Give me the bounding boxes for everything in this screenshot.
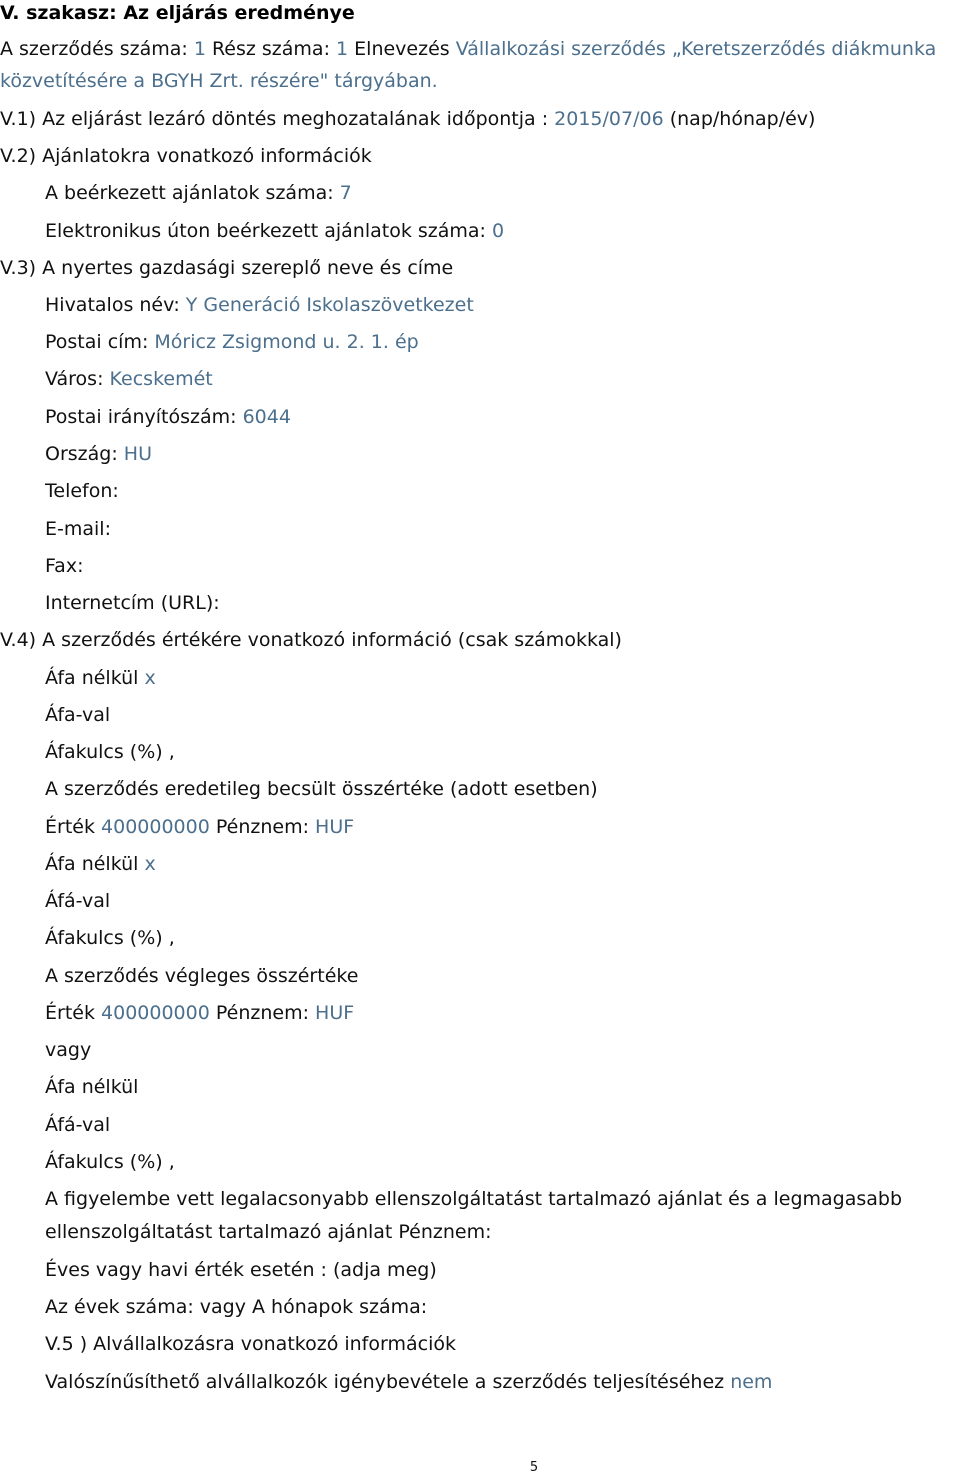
v4-heading: V.4) A szerződés értékére vonatkozó információ (csak számokkal) [0,629,622,651]
subcontract-line: Valószínűsíthető alvállalkozók igénybevétele a szerződés teljesítéséhez nem [45,1371,773,1393]
final-value-amount: 400000000 [101,1002,210,1024]
annual-label: Éves vagy havi érték esetén : (adja meg) [45,1259,437,1281]
final-value: Érték 400000000 Pénznem: HUF [45,1002,355,1024]
electronic-offers-value: 0 [492,220,505,242]
phone: Telefon: [45,480,119,502]
vat-excl-mark-2: x [144,853,156,875]
estimated-currency-value: HUF [315,816,355,838]
v2-heading: V.2) Ajánlatokra vonatkozó információk [0,145,372,167]
final-currency-value: HUF [315,1002,355,1024]
url: Internetcím (URL): [45,592,220,614]
postal-address: Postai cím: Móricz Zsigmond u. 2. 1. ép [45,331,419,353]
decision-date-value: 2015/07/06 [554,108,664,130]
vat-incl-3: Áfá-val [45,1114,111,1136]
postcode: Postai irányítószám: 6044 [45,406,291,428]
years-months-label: Az évek száma: vagy A hónapok száma: [45,1296,428,1318]
postal-address-value: Móricz Zsigmond u. 2. 1. ép [154,331,419,353]
contract-name-value: Vállalkozási szerződés „Keretszerződés diákmunka [455,38,937,60]
part-number-value: 1 [336,38,349,60]
section-title: V. szakasz: Az eljárás eredménye [0,2,355,24]
country: Ország: HU [45,443,152,465]
contract-info-line-1: A szerződés száma: 1 Rész száma: 1 Elnevezés Vállalkozási szerződés „Keretszerződés diákmunka [0,38,937,60]
estimated-value-amount: 400000000 [101,816,210,838]
page-number: 5 [529,1460,539,1475]
range-text-line-2: ellenszolgáltatást tartalmazó ajánlat Pénznem: [45,1221,492,1243]
received-offers-value: 7 [339,182,352,204]
electronic-offers: Elektronikus úton beérkezett ajánlatok száma: 0 [45,220,505,242]
vat-incl-2: Áfá-val [45,890,111,912]
email: E-mail: [45,518,111,540]
postcode-value: 6044 [242,406,291,428]
v5-heading: V.5 ) Alvállalkozásra vonatkozó információk [45,1333,456,1355]
subcontract-value: nem [730,1371,773,1393]
v1-decision-date: V.1) Az eljárást lezáró döntés meghozatalának időpontja : 2015/07/06 (nap/hónap/év) [0,108,816,130]
range-text-line-1: A figyelembe vett legalacsonyabb ellenszolgáltatást tartalmazó ajánlat és a legmagasabb [45,1188,903,1210]
estimated-heading: A szerződés eredetileg becsült összértéke (adott esetben) [45,778,598,800]
vat-rate-2: Áfakulcs (%) , [45,927,175,949]
country-value: HU [123,443,152,465]
estimated-value: Érték 400000000 Pénznem: HUF [45,816,355,838]
city-value: Kecskemét [109,368,213,390]
received-offers: A beérkezett ajánlatok száma: 7 [45,182,352,204]
official-name-value: Y Generáció Iskolaszövetkezet [185,294,474,316]
vat-excl-2: Áfa nélkül x [45,853,156,875]
vat-excl-3: Áfa nélkül [45,1076,139,1098]
city: Város: Kecskemét [45,368,213,390]
fax: Fax: [45,555,84,577]
vat-incl-1: Áfa-val [45,704,111,726]
final-heading: A szerződés végleges összértéke [45,965,359,987]
vat-rate-3: Áfakulcs (%) , [45,1151,175,1173]
vat-excl-mark-1: x [144,667,156,689]
contract-number-value: 1 [193,38,206,60]
v3-heading: V.3) A nyertes gazdasági szereplő neve és címe [0,257,454,279]
contract-info-line-2: közvetítésére a BGYH Zrt. részére" tárgyában. [0,70,438,92]
vat-excl-1: Áfa nélkül x [45,667,156,689]
or-label: vagy [45,1039,92,1061]
official-name: Hivatalos név: Y Generáció Iskolaszövetkezet [45,294,474,316]
vat-rate-1: Áfakulcs (%) , [45,741,175,763]
